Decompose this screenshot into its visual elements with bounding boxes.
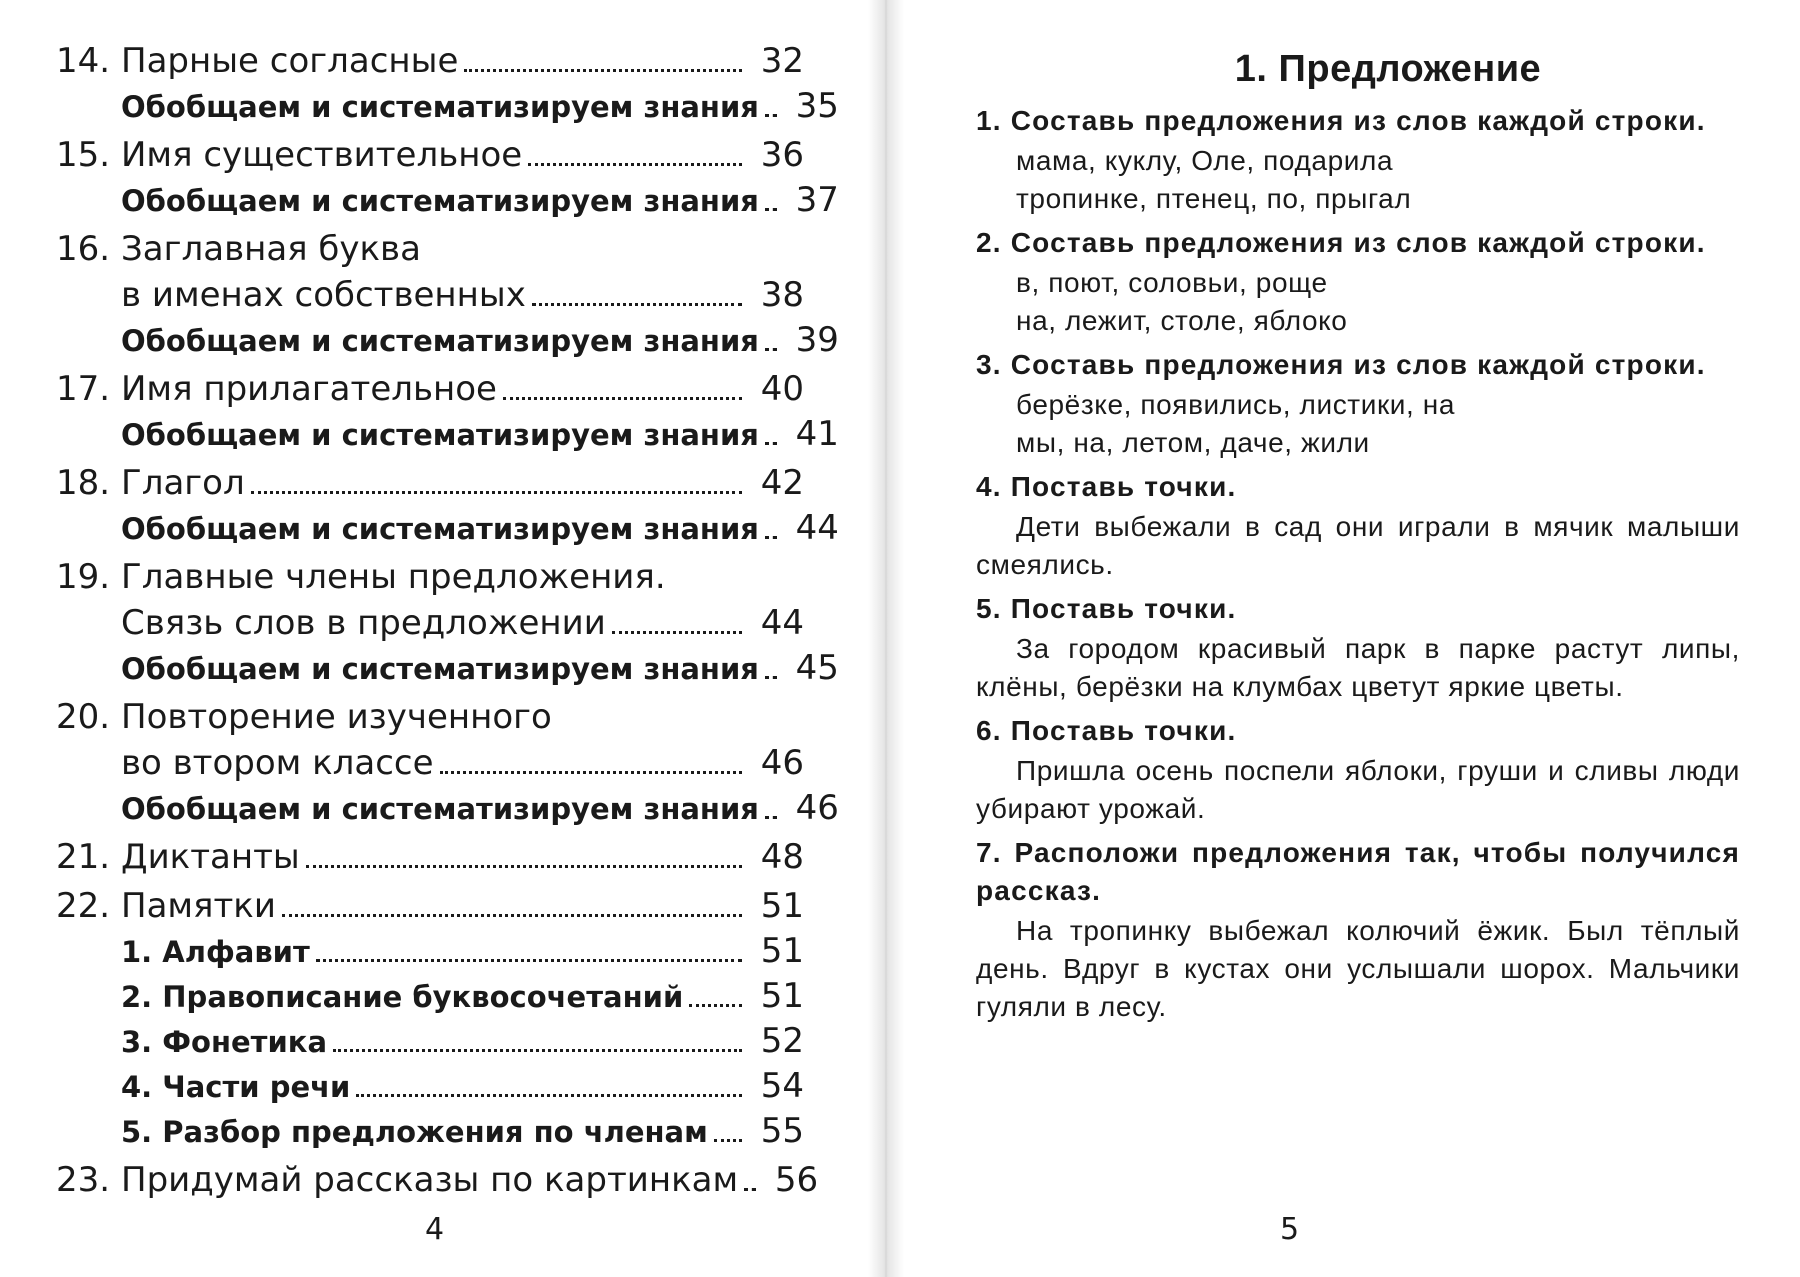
exercise-heading: 7. Расположи предложения так, чтобы получился рассказ. — [976, 837, 1740, 906]
toc-page-number: 32 — [760, 41, 804, 81]
dot-leader — [765, 536, 777, 539]
toc-title-text: Имя прилагательное — [121, 369, 497, 409]
toc-title-line — [56, 272, 804, 318]
dot-leader — [356, 1094, 742, 1097]
toc-page-number: 42 — [760, 463, 804, 503]
toc-title-line — [56, 366, 804, 412]
toc-subentry-text: Обобщаем и систематизируем знания — [121, 792, 759, 826]
dot-leader — [765, 348, 777, 351]
dot-leader — [689, 1004, 742, 1007]
toc-entry-number: 21. — [56, 837, 111, 877]
toc-page-number: 46 — [760, 743, 804, 783]
dot-leader — [464, 69, 742, 72]
toc-subentry — [56, 318, 839, 363]
exercise-word-rows — [1016, 142, 1740, 218]
dot-leader — [612, 631, 742, 634]
toc-title-line — [56, 694, 804, 740]
dot-leader — [765, 442, 777, 445]
toc-title-text: Памятки — [121, 886, 276, 926]
toc-entry-number: 15. — [56, 135, 111, 175]
toc-title-text: Повторение изученного — [121, 697, 552, 737]
task-list — [976, 102, 1740, 1026]
dot-leader — [440, 771, 742, 774]
toc-entry — [56, 1157, 880, 1203]
dot-leader — [503, 397, 742, 400]
exercise-heading: 2. Составь предложения из слов каждой строки. — [976, 227, 1706, 258]
toc-page-number: 48 — [760, 837, 804, 877]
exercise-word-rows — [1016, 386, 1740, 462]
toc-entry — [56, 834, 880, 880]
exercise-heading: 3. Составь предложения из слов каждой строки. — [976, 349, 1706, 380]
exercise-word-rows — [1016, 264, 1740, 340]
exercise — [976, 590, 1740, 706]
toc-title-line — [56, 883, 804, 929]
word-row: берёзке, появились, листики, на — [1016, 389, 1456, 420]
toc-subentry-text: Обобщаем и систематизируем знания — [121, 512, 759, 546]
toc-title-text: Главные члены предложения. — [121, 557, 666, 597]
toc-title-text: во втором классе — [121, 743, 434, 783]
toc-entry-number: 23. — [56, 1160, 111, 1200]
left-page-contents — [0, 0, 880, 1277]
toc-page-number: 46 — [795, 788, 839, 828]
toc-page-number: 45 — [795, 648, 839, 688]
exercise — [976, 346, 1740, 462]
toc-subentry — [56, 84, 839, 129]
page-number-right: 5 — [1280, 1212, 1300, 1247]
exercise-heading: 6. Поставь точки. — [976, 715, 1237, 746]
toc-title-line — [56, 1157, 819, 1203]
toc-subentry — [56, 1064, 804, 1109]
toc-title-line — [56, 132, 804, 178]
toc-subentry — [56, 178, 839, 223]
toc-subentry — [56, 786, 839, 831]
toc-page-number: 54 — [760, 1066, 804, 1106]
dot-leader — [316, 959, 742, 962]
toc-entry-number: 17. — [56, 369, 111, 409]
toc-page-number: 52 — [760, 1021, 804, 1061]
dot-leader — [765, 676, 777, 679]
exercise-heading: 1. Составь предложения из слов каждой строки. — [976, 105, 1706, 136]
toc-entry — [56, 694, 880, 831]
toc-entry-number: 18. — [56, 463, 111, 503]
toc-subentry-text: Обобщаем и систематизируем знания — [121, 652, 759, 686]
exercise — [976, 712, 1740, 828]
toc-page-number: 51 — [760, 931, 804, 971]
toc-title-line — [56, 38, 804, 84]
exercise-heading: 5. Поставь точки. — [976, 593, 1237, 624]
dot-leader — [714, 1139, 742, 1142]
toc-subentry-text: Обобщаем и систематизируем знания — [121, 418, 759, 452]
dot-leader — [528, 163, 742, 166]
word-row: тропинке, птенец, по, прыгал — [1016, 183, 1412, 214]
toc-entry-number: 19. — [56, 557, 111, 597]
exercise — [976, 224, 1740, 340]
toc-entry-number: 20. — [56, 697, 111, 737]
table-of-contents — [56, 38, 880, 1206]
exercise — [976, 468, 1740, 584]
toc-subentry-text: 5. Разбор предложения по членам — [121, 1115, 708, 1149]
toc-page-number: 51 — [760, 886, 804, 926]
toc-title-text: Глагол — [121, 463, 245, 503]
right-page-exercises — [880, 0, 1800, 1277]
toc-page-number: 40 — [760, 369, 804, 409]
toc-subentry-text: 2. Правописание буквосочетаний — [121, 980, 684, 1014]
toc-title-line — [56, 554, 804, 600]
toc-page-number: 41 — [795, 414, 839, 454]
word-row: мама, куклу, Оле, подарила — [1016, 145, 1394, 176]
toc-subentry-text: Обобщаем и систематизируем знания — [121, 184, 759, 218]
toc-entry — [56, 883, 880, 1154]
toc-subentry — [56, 412, 839, 457]
word-row: в, поют, соловьи, роще — [1016, 267, 1328, 298]
dot-leader — [333, 1049, 742, 1052]
toc-title-text: в именах собственных — [121, 275, 526, 315]
toc-title-text: Диктанты — [121, 837, 300, 877]
toc-entry — [56, 38, 880, 129]
toc-entry — [56, 132, 880, 223]
dot-leader — [765, 114, 777, 117]
toc-entry — [56, 366, 880, 457]
entry-gap — [56, 1203, 880, 1206]
toc-title-line — [56, 226, 804, 272]
exercise-text: Пришла осень поспели яблоки, груши и сливы люди убирают урожай. — [976, 755, 1740, 824]
exercise — [976, 834, 1740, 1026]
word-row: на, лежит, столе, яблоко — [1016, 305, 1348, 336]
toc-page-number: 44 — [760, 603, 804, 643]
toc-subentry — [56, 506, 839, 551]
word-row: мы, на, летом, даче, жили — [1016, 427, 1370, 458]
exercise-text: За городом красивый парк в парке растут липы, клёны, берёзки на клумбах цветут яркие цветы. — [976, 633, 1740, 702]
toc-page-number: 39 — [795, 320, 839, 360]
toc-subentry-text: 1. Алфавит — [121, 935, 310, 969]
dot-leader — [744, 1188, 756, 1191]
toc-subentry — [56, 929, 804, 974]
toc-page-number: 51 — [760, 976, 804, 1016]
toc-entry — [56, 226, 880, 363]
dot-leader — [532, 303, 742, 306]
toc-page-number: 37 — [795, 180, 839, 220]
dot-leader — [282, 914, 742, 917]
toc-entry — [56, 554, 880, 691]
page-number-left: 4 — [425, 1212, 445, 1247]
toc-entry — [56, 460, 880, 551]
toc-entry-number: 22. — [56, 886, 111, 926]
toc-subentry — [56, 646, 839, 691]
toc-page-number: 56 — [774, 1160, 819, 1200]
toc-subentry — [56, 1019, 804, 1064]
toc-title-text: Придумай рассказы по картинкам — [121, 1160, 739, 1200]
dot-leader — [765, 208, 777, 211]
toc-entry-number: 14. — [56, 41, 111, 81]
toc-page-number: 44 — [795, 508, 839, 548]
toc-title-line — [56, 460, 804, 506]
exercise-text: На тропинку выбежал колючий ёжик. Был тёплый день. Вдруг в кустах они услышали шорох. Мальчики гуляли в лесу. — [976, 915, 1740, 1022]
toc-subentry-text: 3. Фонетика — [121, 1025, 328, 1059]
toc-title-text: Парные согласные — [121, 41, 459, 81]
dot-leader — [251, 491, 742, 494]
toc-title-text: Заглавная буква — [121, 229, 421, 269]
toc-page-number: 55 — [760, 1111, 804, 1151]
toc-entry-number: 16. — [56, 229, 111, 269]
toc-subentry-text: Обобщаем и систематизируем знания — [121, 90, 759, 124]
toc-title-line — [56, 834, 804, 880]
toc-subentry — [56, 1109, 804, 1154]
exercise-heading: 4. Поставь точки. — [976, 471, 1237, 502]
exercise — [976, 102, 1740, 218]
toc-page-number: 36 — [760, 135, 804, 175]
dot-leader — [306, 865, 742, 868]
toc-subentry-text: Обобщаем и систематизируем знания — [121, 324, 759, 358]
toc-subentry-text: 4. Части речи — [121, 1070, 351, 1104]
toc-page-number: 35 — [795, 86, 839, 126]
section-title: 1. Предложение — [1234, 48, 1542, 90]
exercise-text: Дети выбежали в сад они играли в мячик малыши смеялись. — [976, 511, 1740, 580]
toc-title-line — [56, 740, 804, 786]
toc-title-text: Имя существительное — [121, 135, 523, 175]
toc-title-line — [56, 600, 804, 646]
dot-leader — [765, 816, 777, 819]
toc-page-number: 38 — [760, 275, 804, 315]
toc-subentry — [56, 974, 804, 1019]
toc-title-text: Связь слов в предложении — [121, 603, 606, 643]
